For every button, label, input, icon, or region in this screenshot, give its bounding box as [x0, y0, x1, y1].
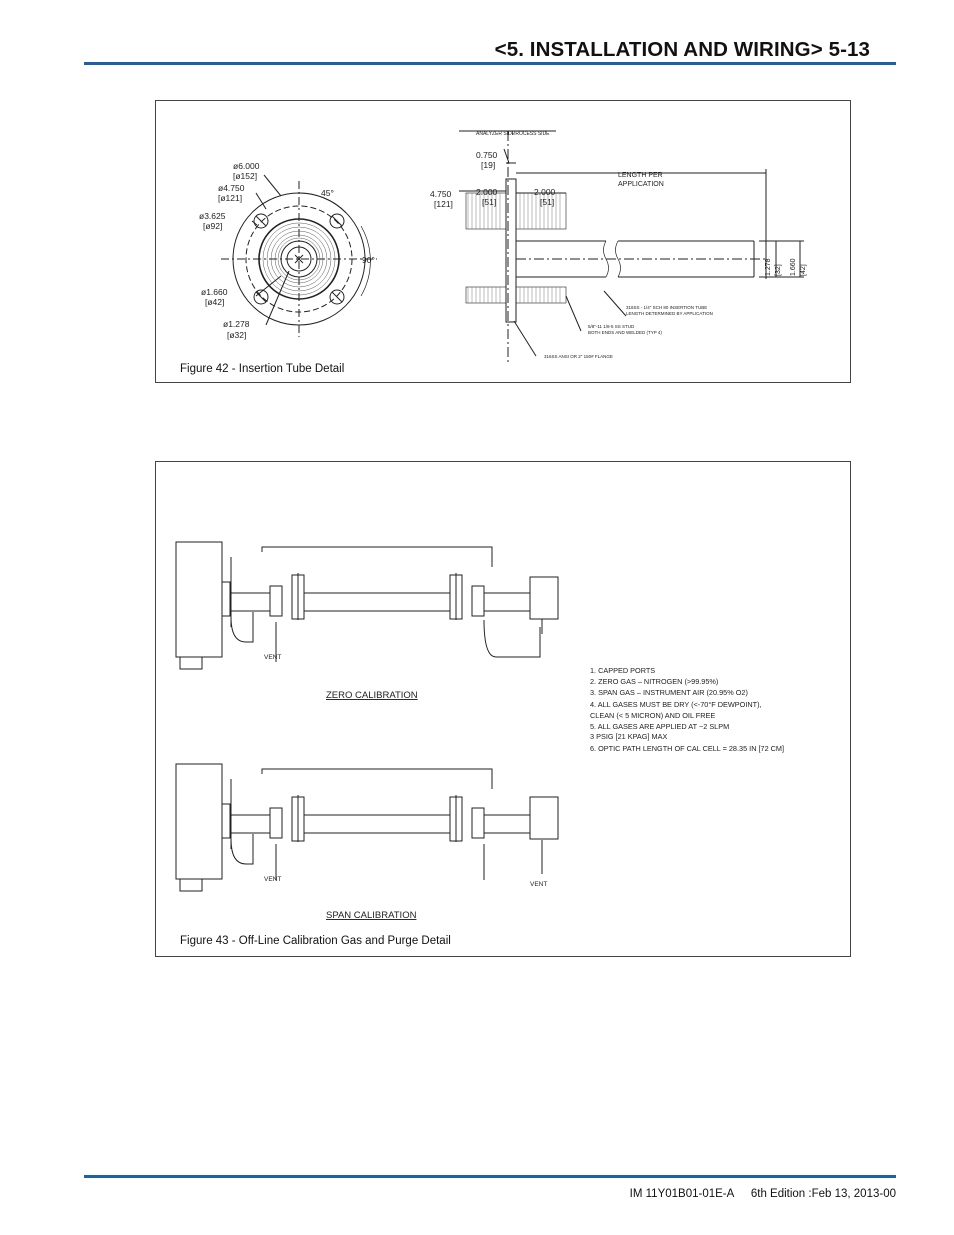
figure-43-caption: Figure 43 - Off-Line Calibration Gas and Purge Detail	[180, 935, 451, 947]
length-label-2: APPLICATION	[618, 181, 664, 188]
dim-0750: 0.750	[476, 150, 498, 160]
dim-6000-mm: [ø152]	[233, 171, 258, 181]
zero-assembly	[176, 542, 558, 669]
vent-label-span: VENT	[264, 876, 282, 883]
page-title: <5. INSTALLATION AND WIRING> 5-13	[494, 38, 870, 61]
note-stud-2: BOTH ENDS AND WELDED (TYP 4)	[588, 330, 662, 335]
calibration-notes	[590, 666, 784, 753]
vent-label-zero: VENT	[264, 654, 282, 661]
dim-2000-b: 2.000	[534, 187, 556, 197]
dim-0750-mm: [19]	[481, 160, 496, 170]
dim-2000-a-mm: [51]	[482, 197, 497, 207]
header-rule	[84, 62, 896, 65]
edition: 6th Edition :Feb 13, 2013-00	[750, 1188, 896, 1200]
dim-v1660: 1.660	[790, 258, 797, 276]
dim-6000: ø6.000	[233, 161, 260, 171]
dim-v1660-mm: [42]	[800, 264, 807, 276]
doc-id: IM 11Y01B01-01E-A	[629, 1188, 734, 1200]
dim-4750-side: 4.750	[430, 189, 452, 199]
footer	[630, 1188, 896, 1200]
dim-1278: ø1.278	[223, 319, 250, 329]
analyzer-side-label: ANALYZER SIDE	[476, 131, 516, 137]
note-5b: 3 PSIG [21 KPAG] MAX	[590, 732, 668, 741]
vent-label-span-right: VENT	[530, 881, 548, 888]
angle-45: 45°	[321, 188, 334, 198]
analyzer-enclosure	[176, 542, 222, 657]
note-2: 2. ZERO GAS – NITROGEN (>99.95%)	[590, 677, 719, 686]
insertion-tube-drawing	[156, 101, 850, 382]
note-6: 6. OPTIC PATH LENGTH OF CAL CELL = 28.35 IN [72 CM]	[590, 744, 785, 753]
note-3: 3. SPAN GAS – INSTRUMENT AIR (20.95% O2)	[590, 688, 748, 697]
process-side-label: PROCESS SIDE	[512, 131, 550, 137]
dim-2000-b-mm: [51]	[540, 197, 555, 207]
note-tube-1: 316SS - 1/4" SCH 80 INSERTION TUBE	[626, 305, 708, 310]
transmitter-head	[530, 577, 558, 619]
figure-42-caption: Figure 42 - Insertion Tube Detail	[180, 363, 345, 375]
note-4b: CLEAN (< 5 MICRON) AND OIL FREE	[590, 711, 716, 720]
dim-1660: ø1.660	[201, 287, 228, 297]
figure-43	[155, 461, 851, 957]
note-5: 5. ALL GASES ARE APPLIED AT ~2 SLPM	[590, 722, 730, 731]
note-tube-2: LENGTH DETERMINED BY APPLICATION	[626, 311, 713, 316]
figure-42	[155, 100, 851, 383]
note-flange: 316SS ANSI OR 2" 150# FLANGE	[544, 354, 613, 359]
dim-4750-mm: [ø121]	[218, 193, 243, 203]
dim-4750-side-mm: [121]	[434, 199, 453, 209]
calibration-drawing	[156, 462, 850, 956]
angle-90: 90°	[362, 255, 375, 265]
span-assembly	[176, 764, 558, 891]
zero-calibration-label: ZERO CALIBRATION	[326, 690, 418, 701]
note-4: 4. ALL GASES MUST BE DRY (<-70°F DEWPOINT),	[590, 700, 762, 709]
dim-3625: ø3.625	[199, 211, 226, 221]
footer-rule	[84, 1175, 896, 1178]
dim-1278-mm: [ø32]	[227, 330, 247, 340]
dim-v1278-mm: [32]	[775, 264, 782, 276]
note-stud-1: 5/8"-11 1/8-5 SS STUD	[588, 324, 635, 329]
dim-1660-mm: [ø42]	[205, 297, 225, 307]
length-label-1: LENGTH PER	[618, 172, 663, 179]
dim-v1278: 1.278	[765, 258, 772, 276]
dim-2000-a: 2.000	[476, 187, 498, 197]
note-1: 1. CAPPED PORTS	[590, 666, 656, 675]
calibration-titles	[326, 690, 418, 921]
cal-cell-pipe	[304, 593, 450, 611]
dim-4750: ø4.750	[218, 183, 245, 193]
dim-3625-mm: [ø92]	[203, 221, 223, 231]
span-calibration-label: SPAN CALIBRATION	[326, 910, 417, 921]
